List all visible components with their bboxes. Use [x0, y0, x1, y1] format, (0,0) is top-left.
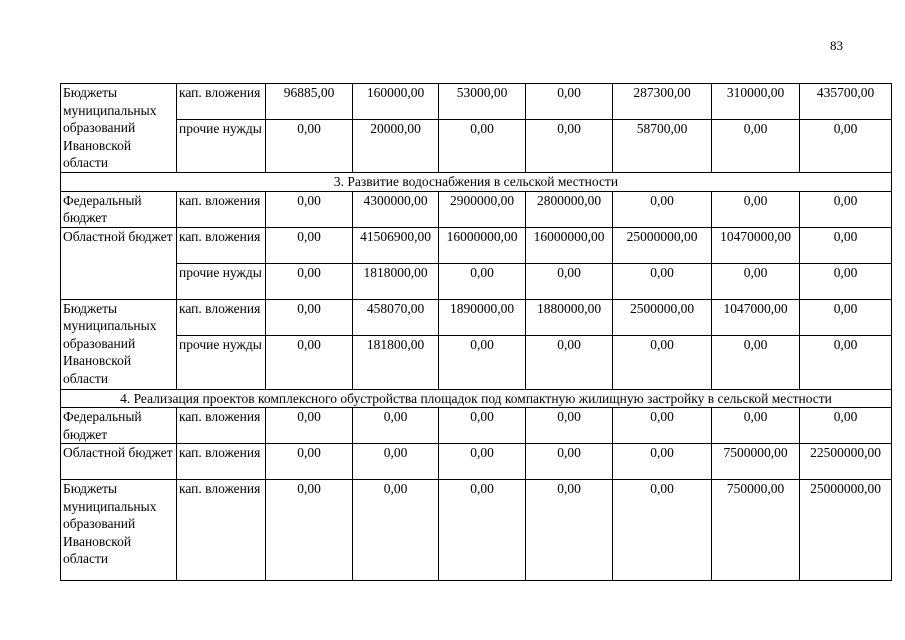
value-cell: 750000,00: [712, 480, 800, 581]
value-cell: 0,00: [353, 480, 439, 581]
funding-source-cell: Областной бюджет: [61, 227, 177, 299]
value-cell: 0,00: [526, 335, 613, 389]
value-cell: 0,00: [266, 227, 353, 263]
value-cell: 435700,00: [800, 84, 892, 120]
funding-source-cell: Федеральный бюджет: [61, 191, 177, 227]
value-cell: 25000000,00: [800, 480, 892, 581]
value-cell: 0,00: [439, 408, 526, 444]
value-cell: 0,00: [526, 480, 613, 581]
value-cell: 0,00: [712, 120, 800, 173]
expense-type-cell: кап. вложения: [177, 480, 266, 581]
value-cell: 1890000,00: [439, 299, 526, 335]
value-cell: 0,00: [439, 335, 526, 389]
value-cell: 4300000,00: [353, 191, 439, 227]
value-cell: 22500000,00: [800, 444, 892, 480]
value-cell: 0,00: [712, 408, 800, 444]
value-cell: 58700,00: [613, 120, 712, 173]
table-row: [61, 444, 892, 480]
expense-type-cell: кап. вложения: [177, 299, 266, 335]
value-cell: 0,00: [712, 263, 800, 299]
value-cell: 0,00: [266, 191, 353, 227]
value-cell: 310000,00: [712, 84, 800, 120]
funding-source-cell: Бюджеты муниципальных образований Ивановской области: [61, 480, 177, 581]
expense-type-cell: прочие нужды: [177, 335, 266, 389]
section-row: [61, 389, 892, 408]
funding-source-cell: Бюджеты муниципальных образований Ивановской области: [61, 84, 177, 173]
table-row: [61, 84, 892, 120]
value-cell: 0,00: [526, 408, 613, 444]
section-heading: 4. Реализация проектов комплексного обустройства площадок под компактную жилищную застройку в сельской местности: [61, 389, 892, 408]
value-cell: 0,00: [439, 263, 526, 299]
value-cell: 0,00: [526, 263, 613, 299]
value-cell: 0,00: [712, 335, 800, 389]
value-cell: 10470000,00: [712, 227, 800, 263]
value-cell: 20000,00: [353, 120, 439, 173]
value-cell: 96885,00: [266, 84, 353, 120]
budget-funding-table: [60, 83, 892, 581]
value-cell: 0,00: [800, 263, 892, 299]
value-cell: 0,00: [266, 120, 353, 173]
value-cell: 0,00: [526, 444, 613, 480]
page-number: 83: [830, 38, 843, 53]
value-cell: 2800000,00: [526, 191, 613, 227]
value-cell: 0,00: [266, 408, 353, 444]
value-cell: 0,00: [439, 480, 526, 581]
value-cell: 1880000,00: [526, 299, 613, 335]
expense-type-cell: кап. вложения: [177, 84, 266, 120]
value-cell: 7500000,00: [712, 444, 800, 480]
value-cell: 16000000,00: [439, 227, 526, 263]
expense-type-cell: кап. вложения: [177, 227, 266, 263]
value-cell: 0,00: [439, 120, 526, 173]
value-cell: 0,00: [266, 335, 353, 389]
value-cell: 0,00: [613, 444, 712, 480]
value-cell: 0,00: [800, 299, 892, 335]
value-cell: 0,00: [712, 191, 800, 227]
value-cell: 0,00: [266, 480, 353, 581]
table-row: [61, 227, 892, 263]
value-cell: 287300,00: [613, 84, 712, 120]
table-row: [61, 191, 892, 227]
value-cell: 0,00: [613, 335, 712, 389]
value-cell: 458070,00: [353, 299, 439, 335]
table-row: [61, 408, 892, 444]
value-cell: 53000,00: [439, 84, 526, 120]
value-cell: 1818000,00: [353, 263, 439, 299]
expense-type-cell: кап. вложения: [177, 408, 266, 444]
value-cell: 0,00: [800, 408, 892, 444]
value-cell: 0,00: [800, 120, 892, 173]
funding-source-cell: Федеральный бюджет: [61, 408, 177, 444]
value-cell: 181800,00: [353, 335, 439, 389]
value-cell: 160000,00: [353, 84, 439, 120]
value-cell: 0,00: [353, 408, 439, 444]
value-cell: 0,00: [439, 444, 526, 480]
value-cell: 0,00: [353, 444, 439, 480]
expense-type-cell: прочие нужды: [177, 120, 266, 173]
value-cell: 0,00: [613, 408, 712, 444]
value-cell: 0,00: [613, 480, 712, 581]
value-cell: 0,00: [800, 335, 892, 389]
value-cell: 0,00: [266, 299, 353, 335]
value-cell: 0,00: [800, 191, 892, 227]
value-cell: 16000000,00: [526, 227, 613, 263]
table-row: [61, 335, 892, 389]
value-cell: 0,00: [613, 263, 712, 299]
expense-type-cell: кап. вложения: [177, 444, 266, 480]
table-row: [61, 120, 892, 173]
table-row: [61, 299, 892, 335]
value-cell: 0,00: [266, 444, 353, 480]
value-cell: 0,00: [800, 227, 892, 263]
expense-type-cell: прочие нужды: [177, 263, 266, 299]
funding-source-cell: Областной бюджет: [61, 444, 177, 480]
funding-source-cell: Бюджеты муниципальных образований Ивановской области: [61, 299, 177, 389]
value-cell: 41506900,00: [353, 227, 439, 263]
value-cell: 0,00: [526, 84, 613, 120]
value-cell: 0,00: [266, 263, 353, 299]
value-cell: 0,00: [613, 191, 712, 227]
value-cell: 0,00: [526, 120, 613, 173]
value-cell: 25000000,00: [613, 227, 712, 263]
expense-type-cell: кап. вложения: [177, 191, 266, 227]
section-row: [61, 173, 892, 192]
table-row: [61, 480, 892, 581]
table-row: [61, 263, 892, 299]
value-cell: 2900000,00: [439, 191, 526, 227]
value-cell: 2500000,00: [613, 299, 712, 335]
value-cell: 1047000,00: [712, 299, 800, 335]
section-heading: 3. Развитие водоснабжения в сельской местности: [61, 173, 892, 192]
